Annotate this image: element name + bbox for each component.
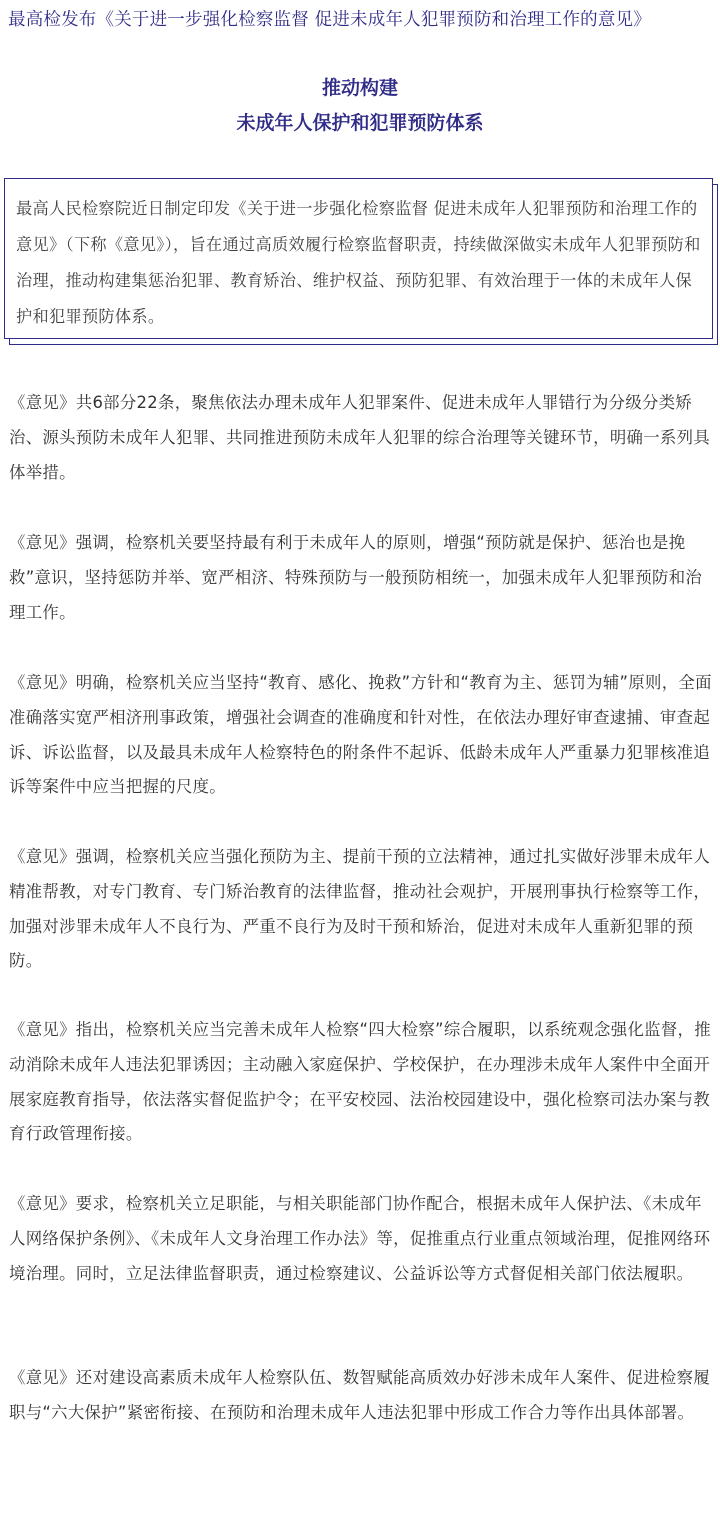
body-paragraph: 《意见》指出，检察机关应当完善未成年人检察“四大检察”综合履职，以系统观念强化监督，推动消除未成年人违法犯罪诱因；主动融入家庭保护、学校保护，在办理涉未成年人案件中全面开展家庭教育指导，依法落实督促监护令；在平安校园、法治校园建设中，强化检察司法办案与教育行政管理衔接。 bbox=[9, 1020, 711, 1144]
summary-box bbox=[4, 178, 713, 339]
body-paragraph: 《意见》明确，检察机关应当坚持“教育、感化、挽救”方针和“教育为主、惩罚为辅”原则，全面准确落实宽严相济刑事政策，增强社会调查的准确度和针对性，在依法办理好审查逮捕、审查起诉、诉讼监督，以及最具未成年人检察特色的附条件不起诉、低龄未成年人严重暴力犯罪核准追诉等案件中应当把握的尺度。 bbox=[9, 673, 712, 797]
body-paragraph: 《意见》强调，检察机关应当强化预防为主、提前干预的立法精神，通过扎实做好涉罪未成年人精准帮教，对专门教育、专门矫治教育的法律监督，推动社会观护，开展刑事执行检察等工作，加强对涉罪未成年人不良行为、严重不良行为及时干预和矫治，促进对未成年人重新犯罪的预防。 bbox=[9, 847, 711, 971]
body-paragraph: 《意见》强调，检察机关要坚持最有利于未成年人的原则，增强“预防就是保护、惩治也是挽救”意识，坚持惩防并举、宽严相济、特殊预防与一般预防相统一，加强未成年人犯罪预防和治理工作。 bbox=[9, 533, 703, 622]
body-paragraph: 《意见》共6部分22条，聚焦依法办理未成年人犯罪案件、促进未成年人罪错行为分级分类矫治、源头预防未成年人犯罪、共同推进预防未成年人犯罪的综合治理等关键环节，明确一系列具体举措。 bbox=[9, 393, 711, 482]
headline-line-2: 未成年人保护和犯罪预防体系 bbox=[236, 112, 484, 134]
headline-line-1: 推动构建 bbox=[321, 77, 398, 99]
body-paragraph: 《意见》要求，检察机关立足职能，与相关职能部门协作配合，根据未成年人保护法、《未成年人网络保护条例》、《未成年人文身治理工作办法》等，促推重点行业重点领域治理，促推网络环境治理。同时，立足法律监督职责，通过检察建议、公益诉讼等方式督促相关部门依法履职。 bbox=[9, 1194, 711, 1283]
body-paragraph: 《意见》还对建设高素质未成年人检察队伍、数智赋能高质效办好涉未成年人案件、促进检察履职与“六大保护”紧密衔接、在预防和治理未成年人违法犯罪中形成工作合力等作出具体部署。 bbox=[9, 1368, 711, 1422]
summary-text: 最高人民检察院近日制定印发《关于进一步强化检察监督 促进未成年人犯罪预防和治理工作的意见》（下称《意见》），旨在通过高质效履行检察监督职责，持续做深做实未成年人犯罪预防和治理，推动构建集惩治犯罪、教育矫治、维护权益、预防犯罪、有效治理于一体的未成年人保护和犯罪预防体系。 bbox=[16, 199, 701, 326]
article-title: 最高检发布《关于进一步强化检察监督 促进未成年人犯罪预防和治理工作的意见》 bbox=[8, 10, 651, 30]
